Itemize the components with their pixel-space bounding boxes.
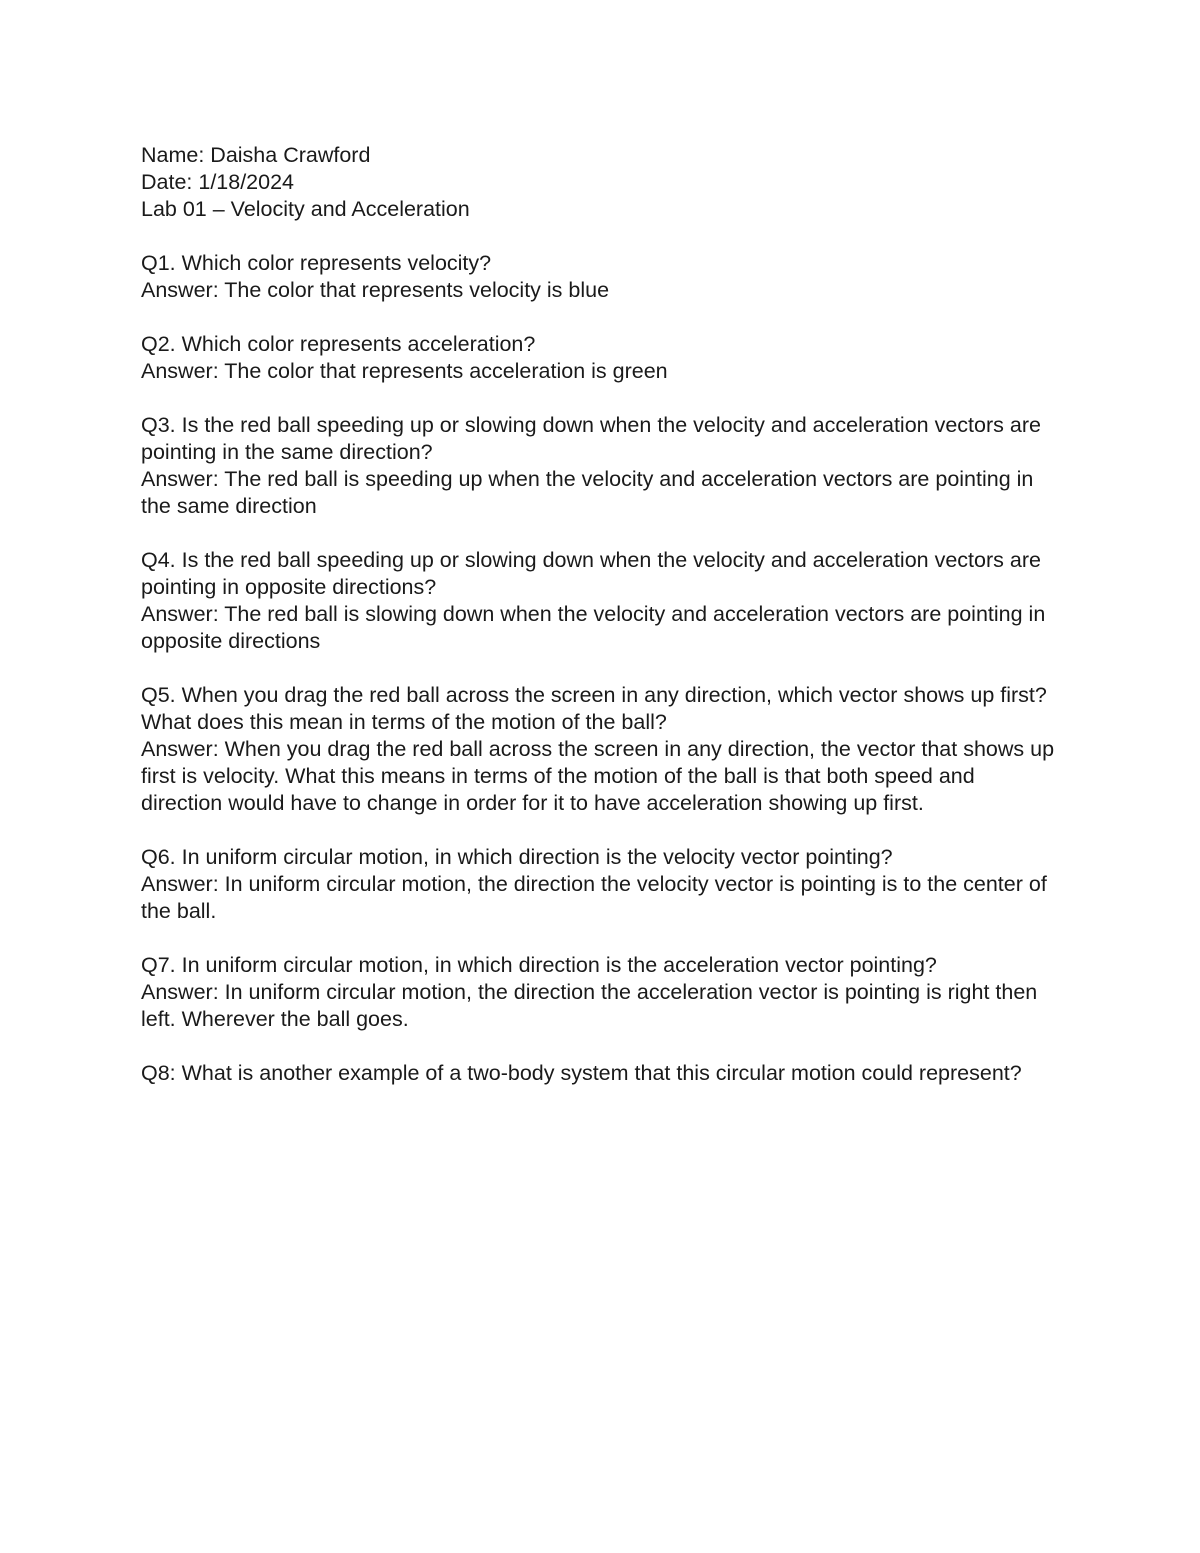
qa-item-6	[141, 844, 1061, 925]
qa-item-4	[141, 547, 1061, 655]
answer-text: Answer: The red ball is slowing down when the velocity and acceleration vectors are pointing in opposite directions	[141, 602, 1052, 653]
question-text: Q6. In uniform circular motion, in which direction is the velocity vector pointing?	[141, 845, 893, 869]
question-text: Q5. When you drag the red ball across the screen in any direction, which vector shows up first? What does this mean in terms of the motion of the ball?	[141, 683, 1059, 734]
qa-item-8	[141, 1060, 1061, 1087]
qa-item-5	[141, 682, 1061, 817]
question-text: Q3. Is the red ball speeding up or slowing down when the velocity and acceleration vectors are pointing in the same direction?	[141, 413, 1047, 464]
document-page	[141, 142, 1061, 1087]
answer-text: Answer: When you drag the red ball across the screen in any direction, the vector that shows up first is velocity. What this means in terms of the motion of the ball is that both speed and direction would have to change in order for it to have acceleration showing up first.	[141, 737, 1061, 815]
document-header	[141, 142, 1061, 223]
question-text: Q1. Which color represents velocity?	[141, 251, 492, 275]
date-line: Date: 1/18/2024	[141, 170, 295, 194]
question-text: Q8: What is another example of a two-body system that this circular motion could represent?	[141, 1061, 1022, 1085]
answer-text: Answer: The color that represents acceleration is green	[141, 359, 668, 383]
qa-item-3	[141, 412, 1061, 520]
qa-item-7	[141, 952, 1061, 1033]
name-line: Name: Daisha Crawford	[141, 143, 371, 167]
question-text: Q2. Which color represents acceleration?	[141, 332, 536, 356]
qa-item-1	[141, 250, 1061, 304]
question-text: Q4. Is the red ball speeding up or slowing down when the velocity and acceleration vectors are pointing in opposite directions?	[141, 548, 1047, 599]
answer-text: Answer: The color that represents velocity is blue	[141, 278, 610, 302]
qa-item-2	[141, 331, 1061, 385]
lab-title: Lab 01 – Velocity and Acceleration	[141, 197, 470, 221]
answer-text: Answer: In uniform circular motion, the direction the acceleration vector is pointing is right then left. Wherever the ball goes.	[141, 980, 1044, 1031]
question-text: Q7. In uniform circular motion, in which direction is the acceleration vector pointing?	[141, 953, 937, 977]
answer-text: Answer: In uniform circular motion, the direction the velocity vector is pointing is to the center of the ball.	[141, 872, 1053, 923]
answer-text: Answer: The red ball is speeding up when the velocity and acceleration vectors are pointing in the same direction	[141, 467, 1040, 518]
